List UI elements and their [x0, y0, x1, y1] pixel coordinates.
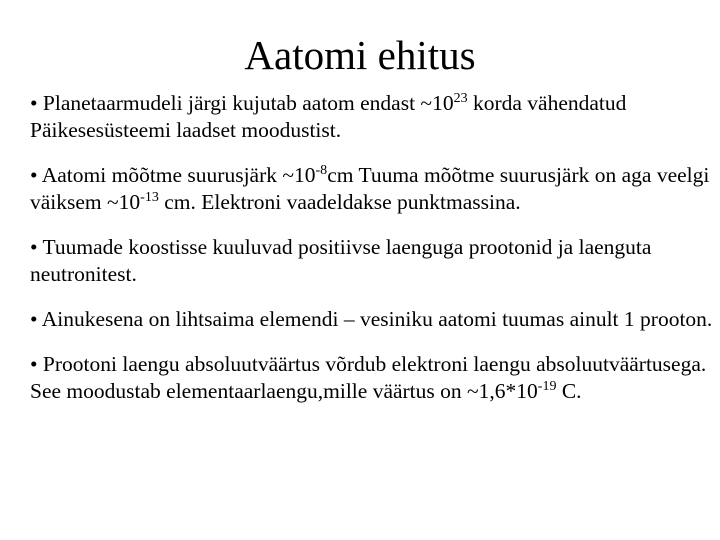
- bullet-text: Tuumade koostisse kuuluvad positiivse laenguga prootonid ja laenguta neutronitest.: [30, 235, 652, 286]
- bullet-marker: •: [30, 352, 38, 376]
- bullet-item: [30, 234, 714, 288]
- bullet-text: korda vähendatud Päikesesüsteemi laadset moodustist.: [30, 91, 627, 142]
- bullet-text: cm Tuuma mõõtme suurusjärk on aga veelgi väiksem ~10: [30, 163, 710, 214]
- bullet-list: [30, 90, 714, 423]
- slide-title: Aatomi ehitus: [244, 32, 476, 78]
- bullet-text: Ainukesena on lihtsaima elemendi – vesiniku aatomi tuumas ainult 1 prooton.: [41, 307, 713, 331]
- bullet-item: [30, 162, 714, 216]
- bullet-text: cm. Elektroni vaadeldakse punktmassina.: [158, 190, 521, 214]
- exponent: -13: [140, 190, 159, 205]
- bullet-text: Aatomi mõõtme suurusjärk ~10: [41, 163, 316, 187]
- bullet-marker: •: [30, 307, 38, 331]
- bullet-item: [30, 351, 714, 405]
- bullet-item: [30, 306, 714, 333]
- bullet-marker: •: [30, 163, 38, 187]
- exponent: 23: [453, 91, 468, 106]
- exponent: -19: [537, 379, 557, 394]
- bullet-text: C.: [556, 379, 582, 403]
- bullet-item: [30, 90, 714, 144]
- exponent: -8: [315, 163, 328, 178]
- bullet-text: Planetaarmudeli järgi kujutab aatom endast ~10: [42, 91, 454, 115]
- bullet-marker: •: [30, 235, 38, 259]
- bullet-marker: •: [30, 91, 38, 115]
- bullet-text: Prootoni laengu absoluutväärtus võrdub elektroni laengu absoluutväärtusega. See moodustab elementaarlaengu,mille väärtus on ~1,6*10: [30, 352, 707, 403]
